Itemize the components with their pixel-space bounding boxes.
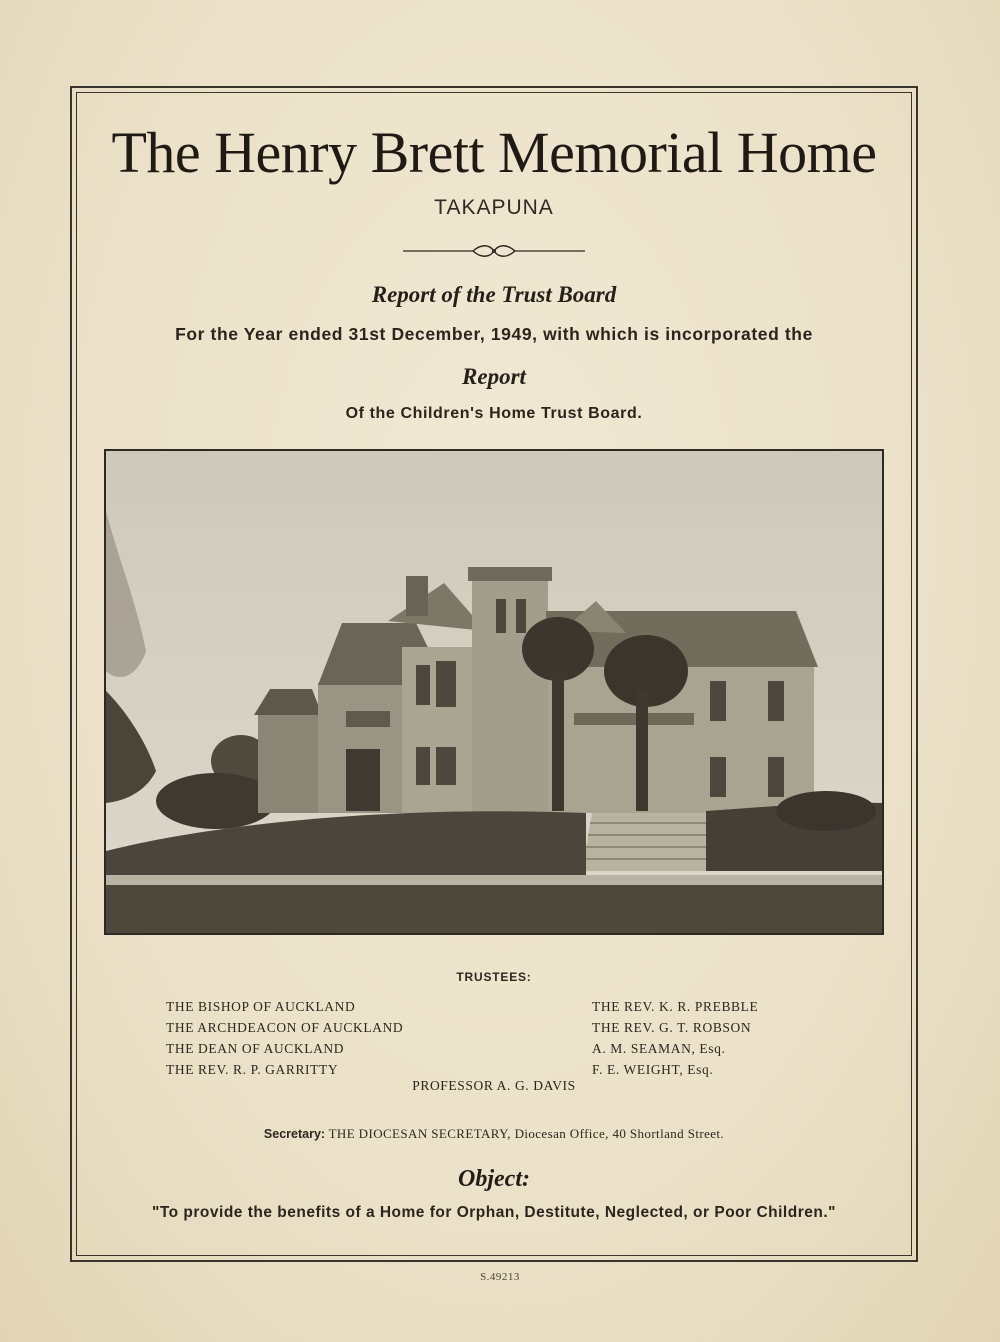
trustees-left-column [166, 996, 403, 1080]
trustee-name: F. E. WEIGHT, Esq. [592, 1062, 714, 1077]
trustee-name: THE BISHOP OF AUCKLAND [166, 999, 356, 1014]
trustee-name: THE ARCHDEACON OF AUCKLAND [166, 1020, 404, 1035]
footer-code: S.49213 [480, 1271, 520, 1283]
report-title-secondary: Report [462, 364, 526, 389]
secretary-label: Secretary: [263, 1127, 326, 1141]
report-secondary-line: Of the Children's Home Trust Board. [345, 405, 643, 422]
object-heading: Object: [458, 1166, 530, 1192]
trustee-name-center: PROFESSOR A. G. DAVIS [412, 1078, 576, 1093]
document-subtitle: TAKAPUNA [434, 196, 554, 219]
document-title: The Henry Brett Memorial Home [111, 120, 877, 185]
trustee-name: THE REV. K. R. PREBBLE [592, 999, 759, 1014]
secretary-line [70, 1126, 918, 1142]
ornament-divider-icon [403, 242, 585, 260]
trustees-right-column [592, 996, 758, 1080]
trustee-name: A. M. SEAMAN, Esq. [592, 1041, 726, 1056]
secretary-value: THE DIOCESAN SECRETARY, Diocesan Office, 40 Shortland Street. [328, 1126, 725, 1141]
report-title: Report of the Trust Board [371, 282, 617, 307]
trustees-heading: TRUSTEES: [456, 970, 532, 984]
house-illustration-icon [106, 451, 882, 933]
object-statement: "To provide the benefits of a Home for Orphan, Destitute, Neglected, or Poor Children." [151, 1204, 836, 1221]
building-photo [104, 449, 884, 935]
report-period-line: For the Year ended 31st December, 1949, with which is incorporated the [175, 324, 813, 344]
trustee-name: THE REV. R. P. GARRITTY [166, 1062, 339, 1077]
trustee-name: THE DEAN OF AUCKLAND [166, 1041, 345, 1056]
trustee-name: THE REV. G. T. ROBSON [592, 1020, 752, 1035]
